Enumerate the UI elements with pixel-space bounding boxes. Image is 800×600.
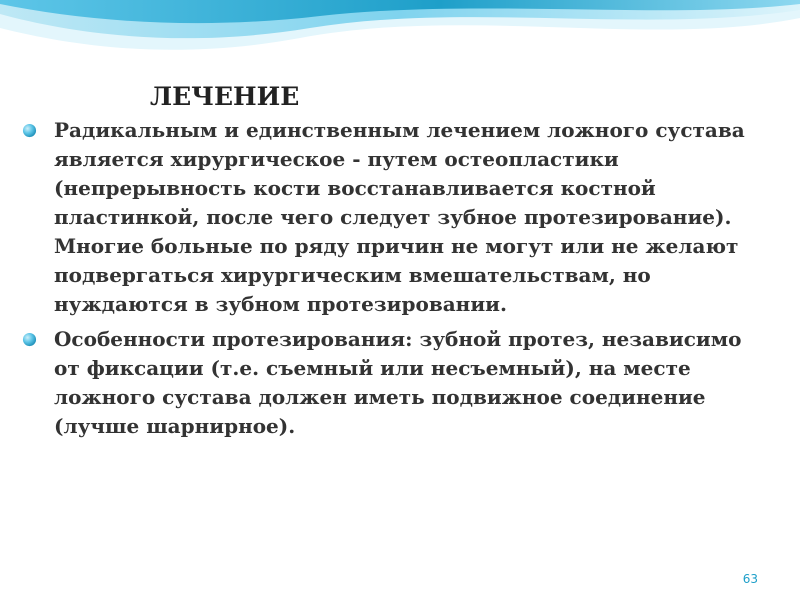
bullet-text: Особенности протезирования: зубной протез, независимо от фиксации (т.е. съемный или несъемный), на месте ложного сустава должен иметь подвижное соединение (лучше шарнирное). [54, 327, 742, 438]
bullet-text: Радикальным и единственным лечением ложного сустава является хирургическое - путем остеопластики (непрерывность кости восстанавливается костной пластинкой, после чего следует зубное протезирование). Многие больные по ряду причин не могут или не желают подвергаться хирургическим вмешательствам, но нуждаются в зубном протезировании. [54, 118, 745, 316]
slide-title: ЛЕЧЕНИЕ [150, 82, 300, 111]
header-wave-decoration [0, 0, 800, 80]
page-number: 63 [742, 572, 758, 586]
bullet-list [32, 116, 772, 447]
sphere-bullet-icon [22, 123, 37, 138]
bullet-item [32, 116, 772, 319]
bullet-item [32, 325, 772, 441]
sphere-bullet-icon [22, 332, 37, 347]
